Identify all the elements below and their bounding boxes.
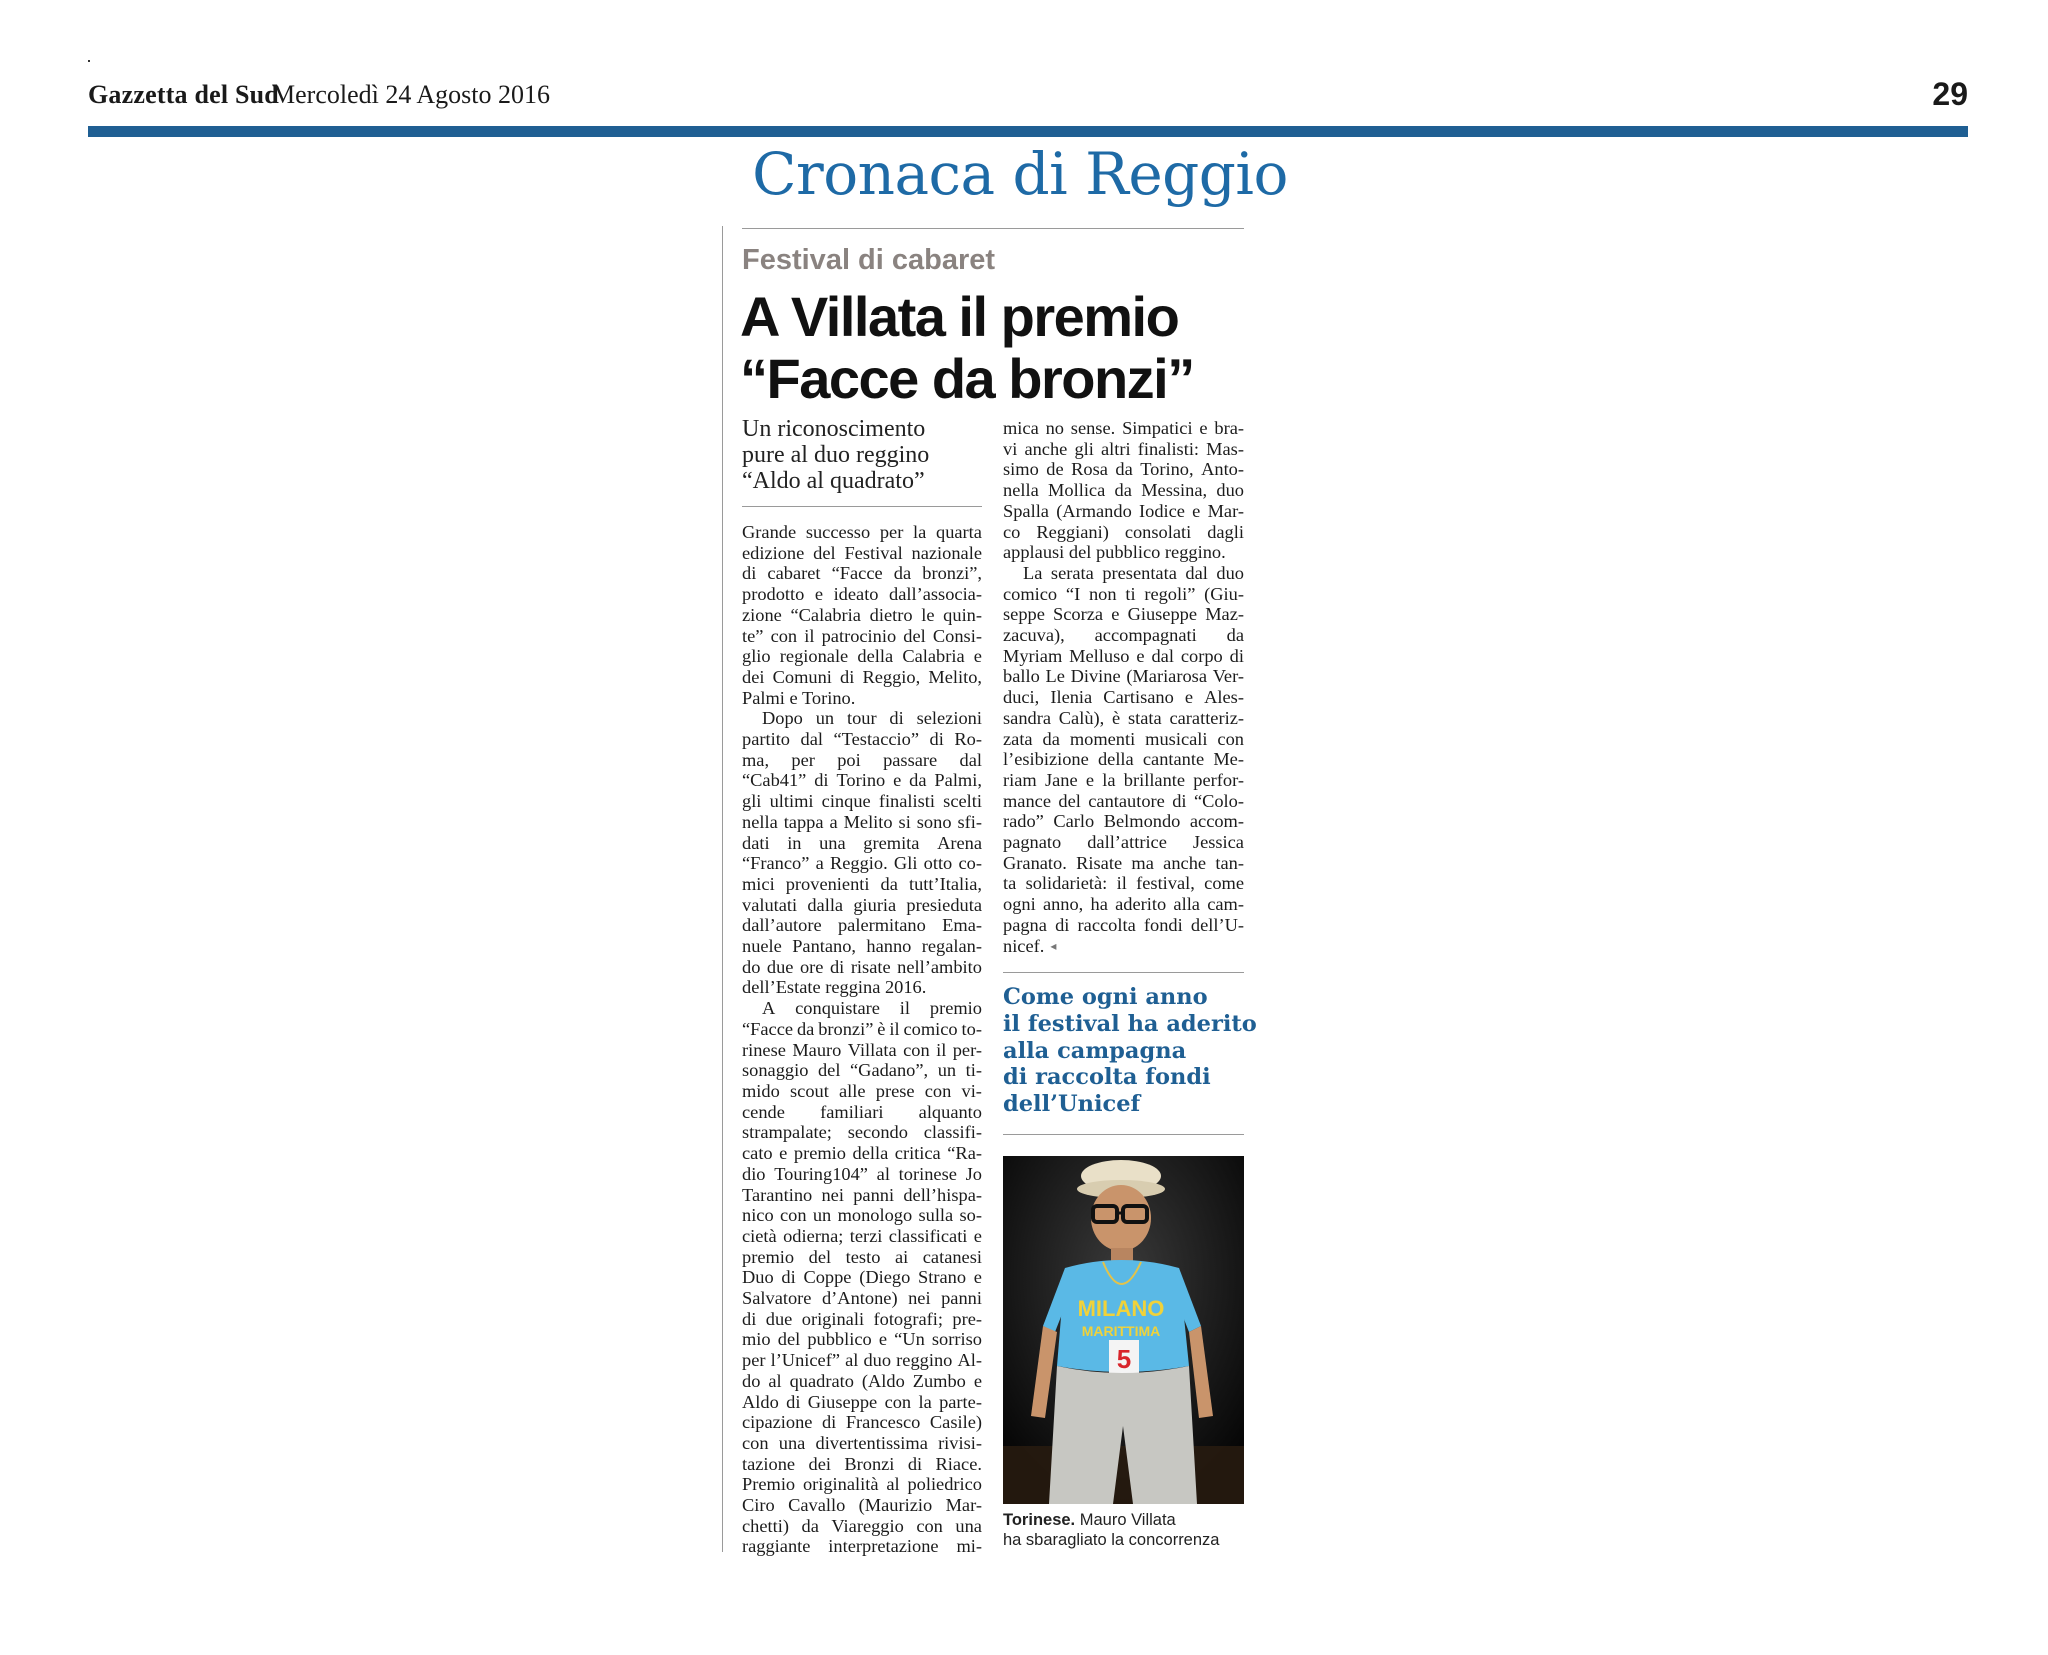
body-text-line: do due ore di risate nell’ambito: [742, 956, 982, 977]
body-text-line: nella tappa a Melito si sono sfi-: [742, 811, 982, 832]
body-text-line: mance del cantautore di “Colo-: [1003, 790, 1244, 811]
body-text-line: Granato. Risate ma anche tan-: [1003, 852, 1244, 873]
subhead-line: “Aldo al quadrato”: [742, 468, 925, 494]
pullquote-bottom-rule: [1003, 1134, 1244, 1135]
newspaper-name: Gazzetta del Sud: [88, 80, 279, 109]
body-text-line: Salvatore d’Antone) nei panni: [742, 1288, 982, 1309]
body-text-line: co Reggiani) consolati dagli: [1003, 521, 1244, 542]
body-text-line: nico con un monologo sulla so-: [742, 1205, 982, 1226]
body-text-line: dall’autore palermitano Ema-: [742, 915, 982, 936]
article-photo: [1003, 1156, 1244, 1504]
headline-line: “Facce da bronzi”: [740, 347, 1194, 410]
masthead-rule: [88, 126, 1968, 137]
body-text-line: mica no sense. Simpatici e bra-: [1003, 418, 1244, 438]
pullquote: [1003, 984, 1257, 1118]
body-text-line: tazione dei Bronzi di Riace.: [742, 1453, 982, 1474]
body-text-line: Premio originalità al poliedrico: [742, 1474, 982, 1495]
body-text-line: riam Jane e la brillante perfor-: [1003, 769, 1244, 790]
body-text-line: Grande successo per la quarta: [742, 522, 982, 542]
body-text-line: cipazione di Francesco Casile): [742, 1412, 982, 1433]
article-body-column-1: [742, 522, 982, 1557]
performer-illustration: [1003, 1156, 1244, 1504]
article-headline: [740, 286, 1260, 410]
pullquote-line: di raccolta fondi: [1003, 1064, 1211, 1091]
body-text-line: Myriam Melluso e dal corpo di: [1003, 645, 1244, 666]
body-text-line: per l’Unicef” al duo reggino Al-: [742, 1350, 982, 1371]
body-text-line: prodotto e ideato dall’associa-: [742, 584, 982, 605]
body-text-line: glio regionale della Calabria e: [742, 646, 982, 667]
column-divider: [722, 226, 723, 1552]
body-text-line: partito dal “Testaccio” di Ro-: [742, 729, 982, 750]
body-text-line: Spalla (Armando Iodice e Mar-: [1003, 500, 1244, 521]
body-text-line: pagna di raccolta fondi dell’U-: [1003, 914, 1244, 935]
body-text-line: Duo di Coppe (Diego Strano e: [742, 1267, 982, 1288]
body-text-line: l’esibizione della cantante Me-: [1003, 749, 1244, 770]
body-text-line: ta solidarietà: il festival, come: [1003, 873, 1244, 894]
body-text-line: dio Touring104” al torinese Jo: [742, 1163, 982, 1184]
pullquote-line: il festival ha aderito: [1003, 1010, 1257, 1037]
body-text-line: nicef. ◂: [1003, 935, 1057, 956]
body-text-line: “Franco” a Reggio. Gli otto co-: [742, 853, 982, 874]
body-text-line: cende familiari alquanto: [742, 1101, 982, 1122]
body-text-line: nella Mollica da Messina, duo: [1003, 480, 1244, 501]
body-text-line: ballo Le Divine (Mariarosa Ver-: [1003, 666, 1244, 687]
masthead: [88, 76, 1968, 120]
article-body-column-2: [1003, 418, 1244, 956]
body-text-line: dati in una gremita Arena: [742, 832, 982, 853]
body-text-line: edizione del Festival nazionale: [742, 542, 982, 563]
body-text-line: di cabaret “Facce da bronzi”,: [742, 563, 982, 584]
body-text-line: te” con il patrocinio del Consi-: [742, 625, 982, 646]
body-text-line: con una divertentissima rivisi-: [742, 1432, 982, 1453]
body-text-line: rinese Mauro Villata con il per-: [742, 1039, 982, 1060]
body-text-line: dell’Estate reggina 2016.: [742, 977, 927, 998]
caption-text: ha sbaragliato la concorrenza: [1003, 1531, 1220, 1549]
body-text-line: zata da momenti musicali con: [1003, 728, 1244, 749]
article-top-rule: [742, 228, 1244, 229]
page-number: 29: [1932, 76, 1968, 112]
body-text-line: Ciro Cavallo (Maurizio Mar-: [742, 1495, 982, 1516]
body-text-line: raggiante interpretazione mi-: [742, 1536, 982, 1557]
body-text-line: Tarantino nei panni dell’hispa-: [742, 1184, 982, 1205]
print-mark: [88, 60, 90, 62]
photo-caption: [1003, 1510, 1253, 1550]
body-text-line: cietà odierna; terzi classificati e: [742, 1225, 982, 1246]
body-text-line: chetti) da Viareggio con una: [742, 1515, 982, 1536]
body-text-line: mio del pubblico e “Un sorriso: [742, 1329, 982, 1350]
body-text-line: ogni anno, ha aderito alla cam-: [1003, 894, 1244, 915]
caption-lead: Torinese.: [1003, 1511, 1076, 1529]
body-text-line: applausi del pubblico reggino.: [1003, 542, 1226, 563]
body-text-line: Dopo un tour di selezioni: [762, 708, 982, 729]
body-text-line: vi anche gli altri finalisti: Mas-: [1003, 438, 1244, 459]
body-text-line: dei Comuni di Reggio, Melito,: [742, 666, 982, 687]
body-text-line: simo de Rosa da Torino, Anto-: [1003, 459, 1244, 480]
body-text-line: pagnato dall’attrice Jessica: [1003, 832, 1244, 853]
body-text-line: La serata presentata dal duo: [1023, 562, 1244, 583]
subhead-line: pure al duo reggino: [742, 442, 930, 468]
pullquote-line: alla campagna: [1003, 1037, 1187, 1064]
body-text-line: duci, Ilenia Cartisano e Ales-: [1003, 687, 1244, 708]
body-text-line: sandra Calù), è stata caratteriz-: [1003, 707, 1244, 728]
body-text-line: seppe Scorza e Giuseppe Maz-: [1003, 604, 1244, 625]
body-text-line: gli ultimi cinque finalisti scelti: [742, 791, 982, 812]
body-text-line: do al quadrato (Aldo Zumbo e: [742, 1370, 982, 1391]
body-text-line: sonaggio del “Gadano”, un ti-: [742, 1060, 982, 1081]
body-text-line: Palmi e Torino.: [742, 687, 856, 708]
subhead-line: Un riconoscimento: [742, 416, 926, 442]
body-text-line: “Facce da bronzi” è il comico to-: [742, 1018, 982, 1039]
body-text-line: mici provenienti da tutt’Italia,: [742, 873, 982, 894]
body-text-line: Aldo di Giuseppe con la parte-: [742, 1391, 982, 1412]
body-text-line: A conquistare il premio: [762, 998, 982, 1019]
body-text-line: ma, per poi passare dal: [742, 749, 982, 770]
shirt-text-2: MARITTIMA: [1081, 1323, 1161, 1339]
body-text-line: cato e premio della critica “Ra-: [742, 1143, 982, 1164]
article-kicker: Festival di cabaret: [742, 244, 996, 276]
body-text-line: valutati dalla giuria presieduta: [742, 894, 982, 915]
body-text-line: zacuva), accompagnati da: [1003, 625, 1244, 646]
shirt-text-1: MILANO: [1077, 1296, 1165, 1321]
end-of-article-mark: ◂: [1050, 938, 1057, 953]
issue-date: Mercoledì 24 Agosto 2016: [272, 80, 551, 109]
headline-line: A Villata il premio: [740, 285, 1179, 348]
body-text-line: nuele Pantano, hanno regalan-: [742, 936, 982, 957]
pullquote-line: dell’Unicef: [1003, 1091, 1141, 1118]
caption-text: Mauro Villata: [1079, 1511, 1176, 1529]
body-text-line: di due originali fotografi; pre-: [742, 1308, 982, 1329]
pullquote-line: Come ogni anno: [1003, 984, 1208, 1010]
body-text-line: zione “Calabria dietro le quin-: [742, 604, 982, 625]
body-text-line: rado” Carlo Belmondo accom-: [1003, 811, 1244, 832]
article-subhead: [742, 416, 982, 494]
body-text-line: comico “I non ti regoli” (Giu-: [1003, 583, 1244, 604]
body-text-line: mido scout alle prese con vi-: [742, 1080, 982, 1101]
body-text-line: premio del testo ai catanesi: [742, 1246, 982, 1267]
body-text-line: “Cab41” di Torino e da Palmi,: [742, 770, 982, 791]
section-title: Cronaca di Reggio: [752, 140, 1288, 208]
body-text-line: strampalate; secondo classifi-: [742, 1122, 982, 1143]
race-bib-number: 5: [1116, 1344, 1132, 1374]
subhead-rule: [742, 506, 982, 507]
pullquote-top-rule: [1003, 972, 1244, 973]
